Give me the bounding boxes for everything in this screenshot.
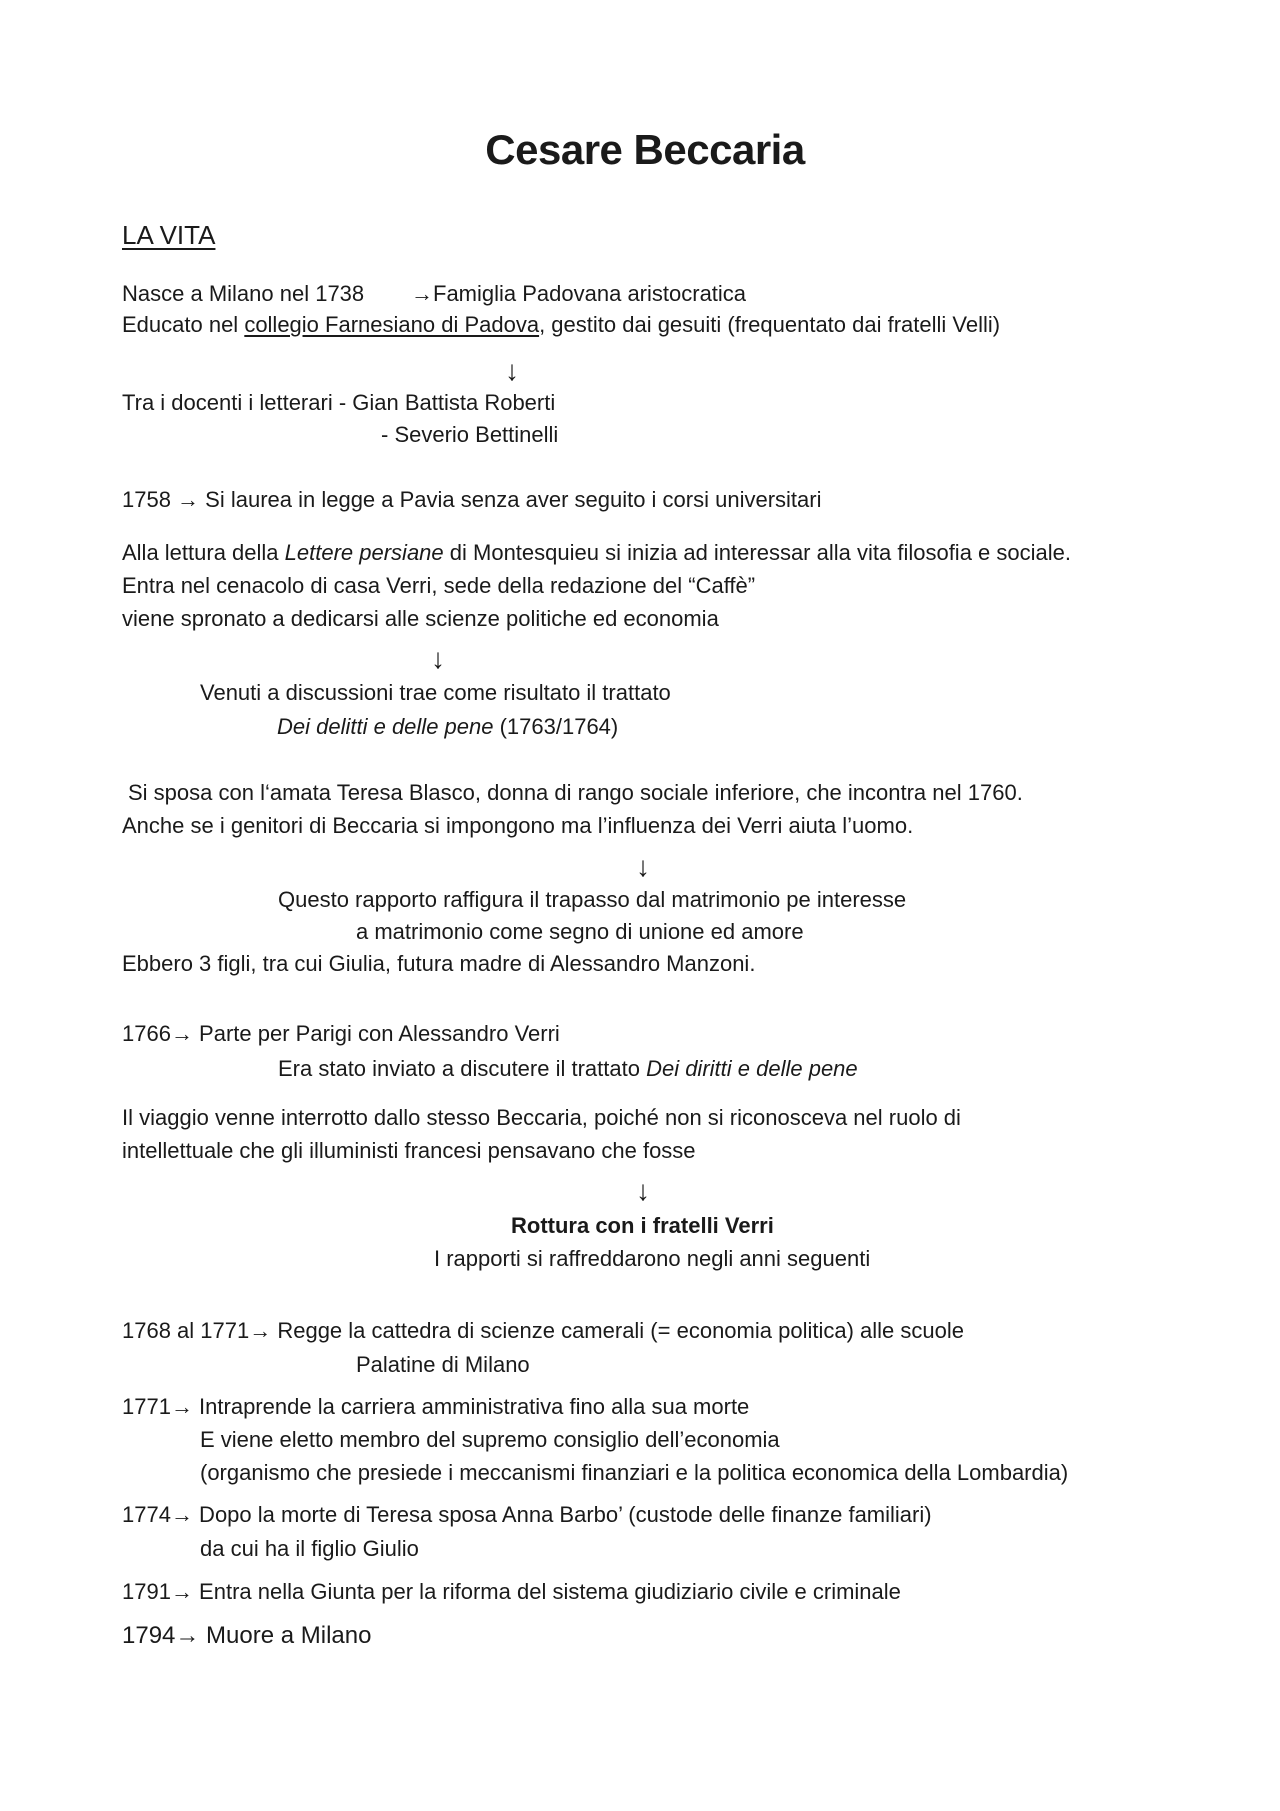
- text-line: 1794→ Muore a Milano: [122, 1622, 372, 1649]
- underlined-text: collegio Farnesiano di Padova: [244, 312, 540, 337]
- text-line: [278, 1054, 858, 1084]
- italic-title: Dei delitti e delle pene: [277, 714, 494, 739]
- text-line: (organismo che presiede i meccanismi finanziari e la politica economica della Lombardia): [200, 1460, 1069, 1485]
- text-line-segment: (1763/1764): [493, 714, 619, 739]
- text-line: E viene eletto membro del supremo consiglio dell’economia: [200, 1427, 780, 1452]
- text-line: - Severio Bettinelli: [381, 422, 559, 447]
- text-line: [122, 310, 1000, 340]
- text-line: 1758 → Si laurea in legge a Pavia senza aver seguito i corsi universitari: [122, 487, 822, 512]
- text-line-segment: Era stato inviato a discutere il trattato: [278, 1056, 647, 1081]
- text-line-segment: , gestito dai gesuiti (frequentato dai fratelli Velli): [539, 312, 1001, 337]
- text-line: Il viaggio venne interrotto dallo stesso Beccaria, poiché non si riconosceva nel ruolo di: [122, 1105, 961, 1130]
- text-line: [411, 279, 746, 309]
- text-line: da cui ha il figlio Giulio: [200, 1536, 419, 1561]
- text-line-segment: Alla lettura della: [122, 540, 285, 565]
- text-line-segment: →Famiglia Padovana aristocratica: [411, 281, 747, 306]
- text-line: Anche se i genitori di Beccaria si impongono ma l’influenza dei Verri aiuta l’uomo.: [122, 813, 914, 838]
- text-line: Entra nel cenacolo di casa Verri, sede della redazione del “Caffè”: [122, 573, 756, 598]
- text-line: Si sposa con l‘amata Teresa Blasco, donna di rango sociale inferiore, che incontra nel 1760.: [128, 780, 1023, 805]
- down-arrow-icon: ↓: [431, 643, 445, 674]
- text-line: Venuti a discussioni trae come risultato il trattato: [200, 680, 671, 705]
- italic-title: Dei diritti e delle pene: [646, 1056, 858, 1081]
- text-line: 1774→ Dopo la morte di Teresa sposa Anna Barbo’ (custode delle finanze familiari): [122, 1502, 932, 1527]
- text-line: [122, 538, 1071, 568]
- section-heading: LA VITA: [122, 220, 216, 250]
- text-line: a matrimonio come segno di unione ed amore: [356, 919, 804, 944]
- page-title: Cesare Beccaria: [485, 126, 805, 173]
- text-line: 1768 al 1771→ Regge la cattedra di scienze camerali (= economia politica) alle scuole: [122, 1318, 964, 1343]
- text-line: Tra i docenti i letterari - Gian Battista Roberti: [122, 390, 556, 415]
- text-line-segment: Nasce a Milano nel 1738: [122, 281, 365, 306]
- text-line: Ebbero 3 figli, tra cui Giulia, futura madre di Alessandro Manzoni.: [122, 951, 756, 976]
- down-arrow-icon: ↓: [636, 1175, 650, 1206]
- text-line: [277, 712, 618, 742]
- text-line: 1791→ Entra nella Giunta per la riforma del sistema giudiziario civile e criminale: [122, 1579, 901, 1604]
- text-line: viene spronato a dedicarsi alle scienze politiche ed economia: [122, 606, 719, 631]
- text-line-segment: Educato nel: [122, 312, 245, 337]
- text-line: 1766→ Parte per Parigi con Alessandro Verri: [122, 1021, 560, 1046]
- text-line: intellettuale che gli illuministi francesi pensavano che fosse: [122, 1138, 696, 1163]
- text-line: [122, 279, 364, 309]
- text-line: Questo rapporto raffigura il trapasso dal matrimonio pe interesse: [278, 887, 907, 912]
- down-arrow-icon: ↓: [505, 355, 519, 386]
- text-line: Palatine di Milano: [356, 1352, 530, 1377]
- down-arrow-icon: ↓: [636, 851, 650, 882]
- bold-heading: Rottura con i fratelli Verri: [511, 1213, 774, 1238]
- text-line-segment: di Montesquieu si inizia ad interessar alla vita filosofia e sociale.: [443, 540, 1071, 565]
- italic-title: Lettere persiane: [284, 540, 444, 565]
- text-line: 1771→ Intraprende la carriera amministrativa fino alla sua morte: [122, 1394, 750, 1419]
- text-line: I rapporti si raffreddarono negli anni seguenti: [434, 1246, 871, 1271]
